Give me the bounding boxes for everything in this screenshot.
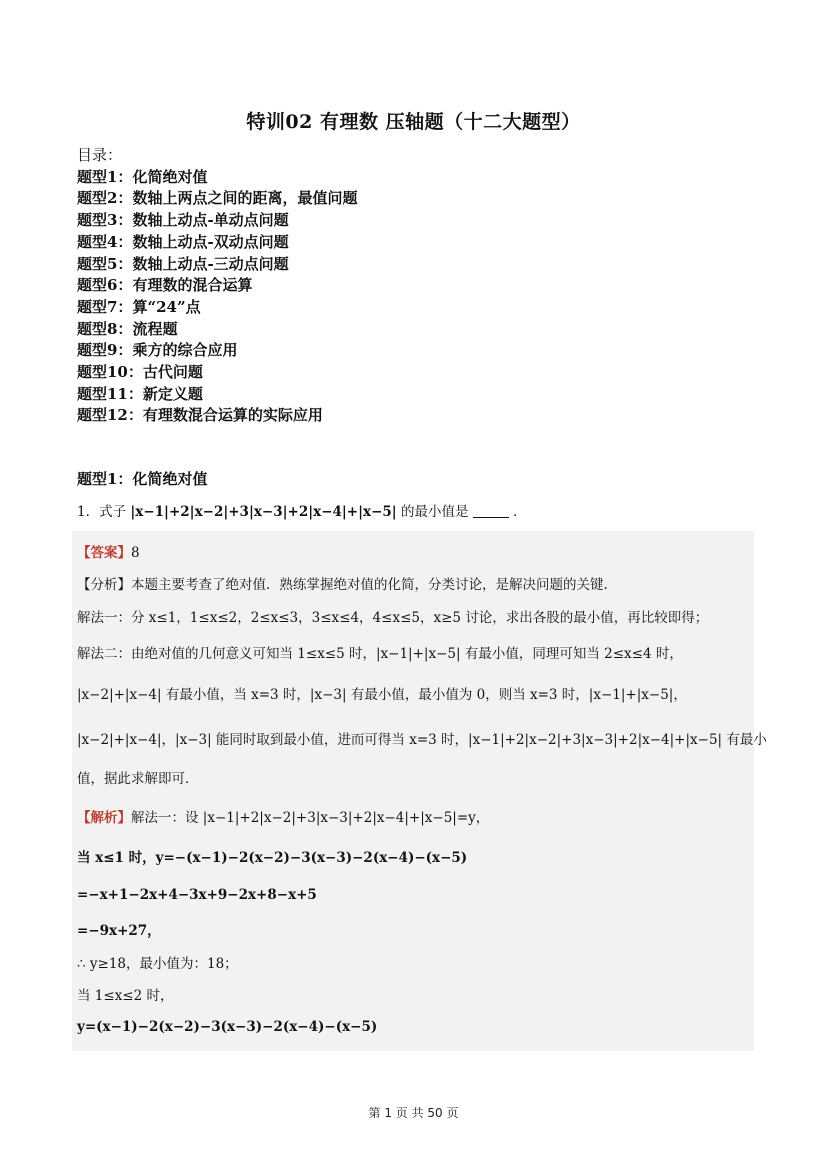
toc-item-title: 新定义题 — [142, 384, 203, 403]
toc-item-key: 题型10： — [77, 363, 143, 382]
question-1 — [77, 500, 527, 520]
toc-item — [77, 405, 357, 427]
question-expression: |x−1|+2|x−2|+3|x−3|+2|x−4|+|x−5| — [130, 504, 397, 520]
toc-item-key: 题型6： — [77, 276, 133, 295]
analysis-line-4: |x−2|+|x−4| 有最小值，当 x=3 时，|x−3| 有最小值，最小值为 0，则当 x=3 时，|x−1|+|x−5|， — [77, 687, 687, 703]
toc-item-title: 有理数混合运算的实际应用 — [142, 406, 323, 425]
toc-item — [77, 384, 357, 406]
answer-tag: 【答案】 — [77, 545, 131, 561]
toc-item-key: 题型7： — [77, 297, 133, 316]
toc-item-key: 题型1： — [77, 167, 133, 186]
toc-list — [77, 167, 357, 427]
solution-line-5: ∴ y≥18，最小值为：18； — [77, 956, 238, 972]
solution-line-7: y=(x−1)−2(x−2)−3(x−3)−2(x−4)−(x−5) — [77, 1019, 378, 1035]
analysis-line-5: |x−2|+|x−4|，|x−3| 能同时取到最小值，进而可得当 x=3 时，|x−1|+2|x−2|+3|x−3|+2|x−4|+|x−5| 有最小 — [77, 732, 767, 748]
solution-line-6: 当 1≤x≤2 时， — [77, 988, 174, 1004]
solution-line-3: =−x+1−2x+4−3x+9−2x+8−x+5 — [77, 887, 317, 903]
toc-item-title: 流程题 — [132, 319, 178, 338]
question-number: 1．式子 — [77, 504, 127, 520]
toc-item-title: 数轴上动点-三动点问题 — [132, 254, 289, 273]
analysis-line-2: 解法一：分 x≤1，1≤x≤2，2≤x≤3，3≤x≤4，4≤x≤5，x≥5 讨论，求出各股的最小值，再比较即得； — [77, 610, 709, 626]
solution-line-1 — [77, 806, 489, 826]
solution-tag: 【解析】 — [77, 810, 131, 826]
toc-item-title: 古代问题 — [142, 363, 203, 382]
toc-item — [77, 297, 357, 319]
analysis-line-1 — [77, 573, 617, 593]
toc-item-key: 题型11： — [77, 384, 143, 403]
toc-item-title: 算“24”点 — [132, 297, 201, 316]
toc-item-title: 乘方的综合应用 — [132, 341, 238, 360]
toc-item-key: 题型2： — [77, 189, 133, 208]
toc-item — [77, 319, 357, 341]
solution-text-1: 解法一：设 |x−1|+2|x−2|+3|x−3|+2|x−4|+|x−5|=y， — [131, 810, 490, 826]
toc-item-title: 数轴上动点-双动点问题 — [132, 232, 289, 251]
section-heading: 题型1：化简绝对值 — [77, 470, 208, 488]
answer-blank — [473, 505, 509, 518]
toc-item — [77, 254, 357, 276]
page-title: 特训02 有理数 压轴题（十二大题型） — [246, 111, 581, 133]
toc-item-title: 数轴上两点之间的距离，最值问题 — [132, 189, 358, 208]
page-footer: 第 1 页 共 50 页 — [368, 1106, 459, 1120]
question-end: ． — [513, 504, 527, 520]
analysis-tag: 【分析】 — [77, 577, 131, 593]
toc-item — [77, 362, 357, 384]
toc-item — [77, 340, 357, 362]
toc-item — [77, 210, 357, 232]
toc-label: 目录： — [77, 146, 123, 164]
analysis-line-6: 值，据此求解即可． — [77, 771, 199, 787]
toc-item-key: 题型3： — [77, 211, 133, 230]
toc-item-key: 题型5： — [77, 254, 133, 273]
answer-line — [77, 541, 140, 561]
toc-item-key: 题型8： — [77, 319, 133, 338]
analysis-line-3: 解法二：由绝对值的几何意义可知当 1≤x≤5 时，|x−1|+|x−5| 有最小值，同理可知当 2≤x≤4 时， — [77, 646, 683, 662]
toc-item-title: 化简绝对值 — [132, 167, 208, 186]
analysis-text-1: 本题主要考查了绝对值．熟练掌握绝对值的化简，分类讨论，是解决问题的关键． — [131, 577, 617, 593]
toc-item-key: 题型9： — [77, 341, 133, 360]
toc-item-key: 题型4： — [77, 232, 133, 251]
toc-item-key: 题型12： — [77, 406, 143, 425]
solution-line-2: 当 x≤1 时，y=−(x−1)−2(x−2)−3(x−3)−2(x−4)−(x−5) — [77, 850, 468, 866]
toc-item — [77, 167, 357, 189]
toc-item — [77, 232, 357, 254]
toc-item — [77, 188, 357, 210]
toc-item-title: 数轴上动点-单动点问题 — [132, 211, 289, 230]
question-tail: 的最小值是 — [401, 504, 469, 520]
answer-value: 8 — [131, 545, 140, 561]
solution-line-4: =−9x+27， — [77, 923, 161, 939]
toc-item-title: 有理数的混合运算 — [132, 276, 253, 295]
toc-item — [77, 275, 357, 297]
table-of-contents — [77, 145, 357, 427]
